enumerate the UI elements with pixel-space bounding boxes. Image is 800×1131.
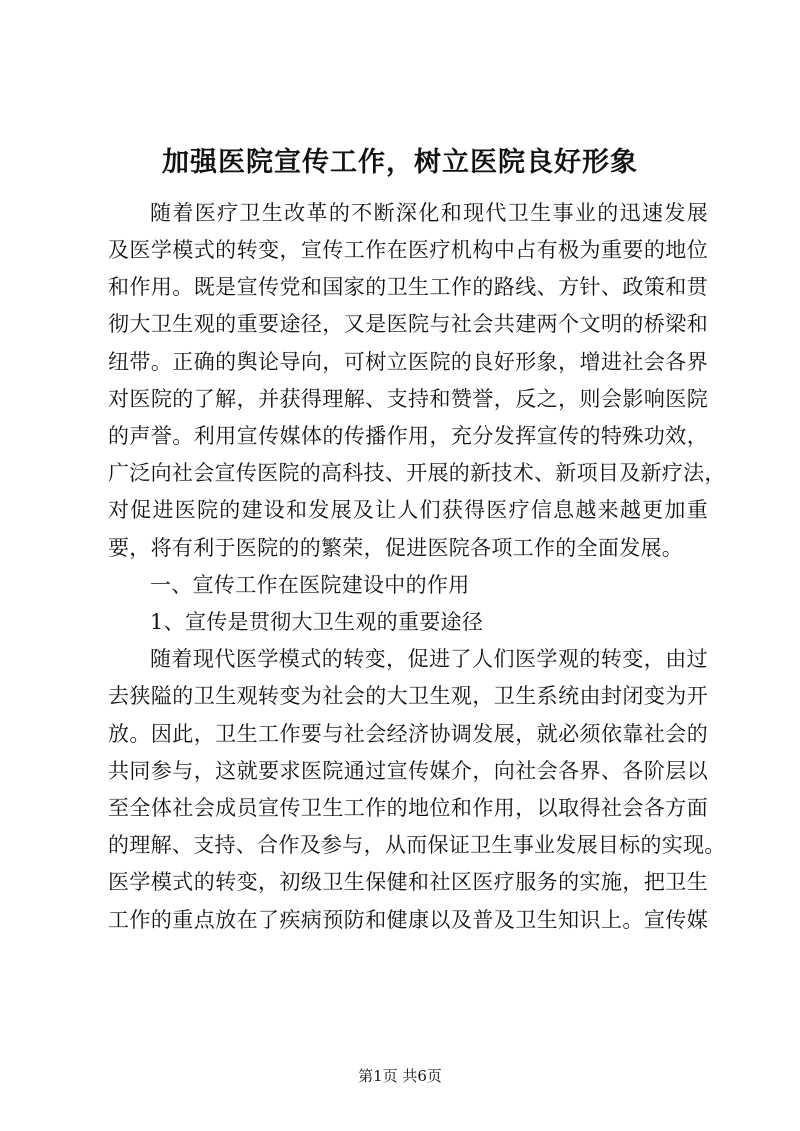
paragraph-line: 要，将有利于医院的的繁荣，促进医院各项工作的全面发展。 [108, 536, 684, 560]
page-footer: 第1页 共6页 [358, 1067, 442, 1085]
paragraph-line: 的理解、支持、合作及参与，从而保证卫生事业发展目标的实现。 [108, 833, 726, 857]
paragraph-line: 广泛向社会宣传医院的高科技、开展的新技术、新项目及新疗法， [108, 461, 726, 485]
document-title: 加强医院宣传工作，树立医院良好形象 [162, 147, 638, 178]
paragraph-line: 对医院的了解，并获得理解、支持和赞誉，反之，则会影响医院 [108, 387, 708, 411]
paragraph-line: 和作用。既是宣传党和国家的卫生工作的路线、方针、政策和贯 [108, 275, 708, 299]
paragraph-line: 共同参与，这就要求医院通过宣传媒介，向社会各界、各阶层以 [108, 759, 708, 783]
paragraph-line: 去狭隘的卫生观转变为社会的大卫生观，卫生系统由封闭变为开 [108, 684, 708, 708]
paragraph-line: 彻大卫生观的重要途径，又是医院与社会共建两个文明的桥梁和 [108, 312, 708, 336]
paragraph-line: 的声誉。利用宣传媒体的传播作用，充分发挥宣传的特殊功效， [108, 424, 708, 448]
paragraph-line: 对促进医院的建设和发展及让人们获得医疗信息越来越更加重 [108, 498, 708, 522]
paragraph-line: 医学模式的转变，初级卫生保健和社区医疗服务的实施，把卫生 [108, 870, 708, 894]
paragraph-line: 至全体社会成员宣传卫生工作的地位和作用，以取得社会各方面 [108, 796, 708, 820]
paragraph-line: 工作的重点放在了疾病预防和健康以及普及卫生知识上。宣传媒 [108, 908, 708, 932]
paragraph-line: 放。因此，卫生工作要与社会经济协调发展，就必须依靠社会的 [108, 722, 708, 746]
paragraph-line: 纽带。正确的舆论导向，可树立医院的良好形象，增进社会各界 [108, 350, 708, 374]
section-heading: 一、宣传工作在医院建设中的作用 [150, 573, 470, 597]
paragraph-line: 随着现代医学模式的转变，促进了人们医学观的转变，由过 [150, 647, 708, 671]
paragraph-line: 随着医疗卫生改革的不断深化和现代卫生事业的迅速发展 [150, 201, 708, 225]
subsection-heading: 1、宣传是贯彻大卫生观的重要途径 [150, 610, 484, 634]
paragraph-line: 及医学模式的转变，宣传工作在医疗机构中占有极为重要的地位 [108, 238, 708, 262]
